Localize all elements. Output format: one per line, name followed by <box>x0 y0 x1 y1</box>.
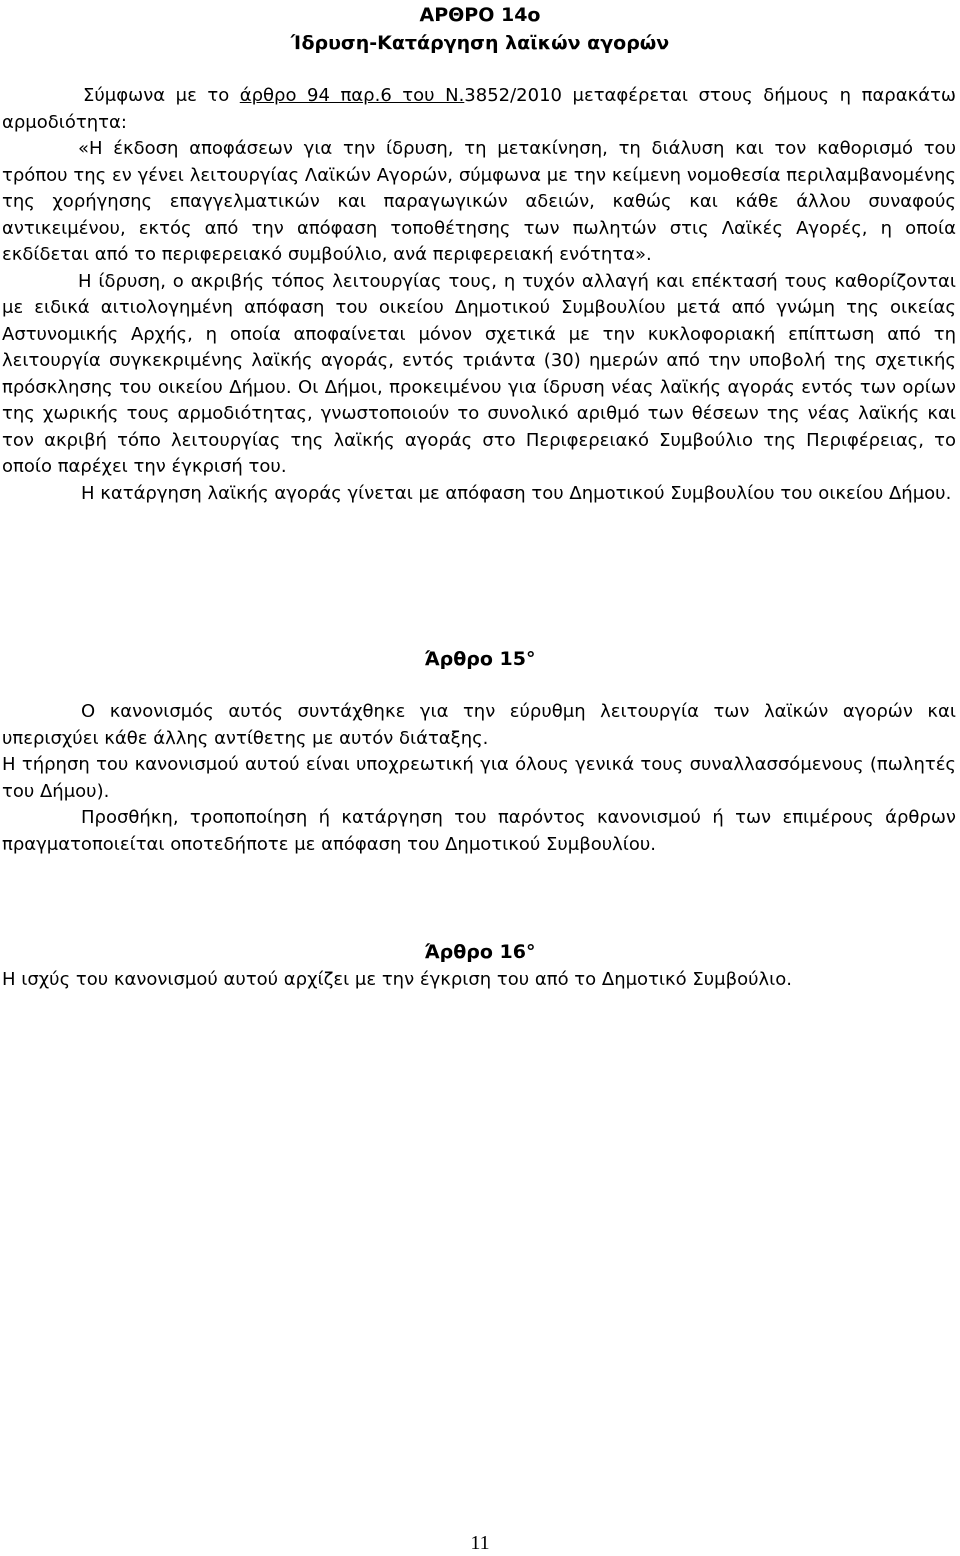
article-15-heading: Άρθρο 15° <box>424 648 536 670</box>
article-14-paragraph-3: Η ίδρυση, ο ακριβής τόπος λειτουργίας τους, η τυχόν αλλαγή και επέκτασή τους καθορίζονται με ειδικά αιτιολογημένη απόφαση του οικείου Δημοτικού Συμβουλίου μετά από γνώμη της οικείας Αστυνομικής Αρχής, η οποία αποφαίνεται μόνον σχετικά με την κυκλοφοριακή επίπτωση από τη λειτουργία συγκεκριμένης λαϊκής αγοράς, εντός τριάντα (30) ημερών από την υποβολή της σχετικής πρόσκλησης του οικείου Δήμου. Οι Δήμοι, προκειμένου για ίδρυση νέας λαϊκής αγοράς εντός των ορίων της χωρικής τους αρμοδιότητας, γνωστοποιούν το συνολικό αριθμό των θέσεων της νέας λαϊκής και τον ακριβή τόπο λειτουργίας της λαϊκής αγοράς στο Περιφερειακό Συμβούλιο της Περιφέρειας, το οποίο παρέχει την έγκρισή του. <box>2 270 956 477</box>
paragraph-text: Σύμφωνα με το <box>83 85 240 106</box>
article-14-paragraph-1 <box>2 83 956 136</box>
article-16-paragraph-1: Η ισχύς του κανονισμού αυτού αρχίζει με την έγκριση του από το Δημοτικό Συμβούλιο. <box>2 969 792 990</box>
article-14-heading: ΑΡΘΡΟ 14ο <box>419 4 541 26</box>
article-15-paragraph-2: Η τήρηση του κανονισμού αυτού είναι υποχρεωτική για όλους γενικά τους συναλλασσόμενους (πωλητές του Δήμου). <box>2 754 956 802</box>
article-14-header <box>0 1 960 57</box>
article-14-paragraph-2: «Η έκδοση αποφάσεων για την ίδρυση, τη μετακίνηση, τη διάλυση και τον καθορισμό του τρόπου της εν γένει λειτουργίας Λαϊκών Αγορών, σύμφωνα με την κείμενη νομοθεσία περιλαμβανομένης της χορήγησης επαγγελματικών και παραγωγικών αδειών, καθώς και κάθε άλλου συναφούς αντικειμένου, εκτός από την απόφαση τοποθέτησης των πωλητών στις Λαϊκές Αγορές, η οποία εκδίδεται από το περιφερειακό συμβούλιο, ανά περιφερειακή ενότητα». <box>2 138 956 265</box>
article-16-body <box>2 967 956 994</box>
article-14-subheading: Ίδρυση-Κατάργηση λαϊκών αγορών <box>290 32 670 54</box>
law-reference-link[interactable]: άρθρο 94 παρ.6 του Ν. <box>239 85 465 106</box>
page-number: 11 <box>470 1532 490 1554</box>
article-16-heading: Άρθρο 16° <box>424 941 536 963</box>
article-15-paragraph-3: Προσθήκη, τροποποίηση ή κατάργηση του παρόντος κανονισμού ή των επιμέρους άρθρων πραγματοποιείται οποτεδήποτε με απόφαση του Δημοτικού Συμβουλίου. <box>2 807 956 855</box>
article-14-paragraph-4: Η κατάργηση λαϊκής αγοράς γίνεται με απόφαση του Δημοτικού Συμβουλίου του οικείου Δήμου. <box>81 482 952 504</box>
paragraph-text: 3852/2010 μεταφέρεται στους δήμους η παρακάτω αρμοδιότητα: <box>2 85 956 133</box>
article-15-body <box>2 699 956 858</box>
article-14-body <box>2 83 956 507</box>
article-15-paragraph-1: Ο κανονισμός αυτός συντάχθηκε για την εύρυθμη λειτουργία των λαϊκών αγορών και υπερισχύει κάθε άλλης αντίθετης με αυτόν διάταξης. <box>2 701 956 749</box>
